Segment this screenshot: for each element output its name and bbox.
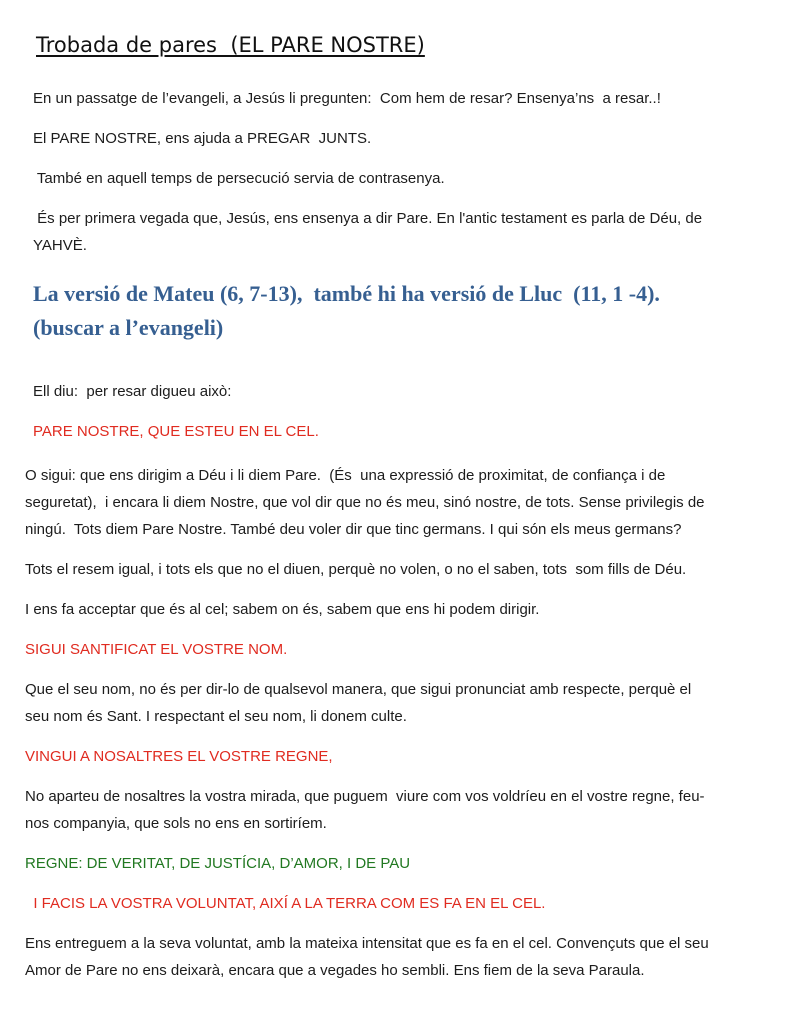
- text-line: PARE NOSTRE, QUE ESTEU EN EL CEL.: [33, 423, 319, 440]
- paragraph-tots-el-resem: [25, 556, 781, 583]
- text-line: Que el seu nom, no és per dir-lo de qualsevol manera, que sigui pronunciat amb respecte, perquè el: [25, 681, 692, 698]
- text-line: No aparteu de nosaltres la vostra mirada, que puguem viure com vos voldríeu en el vostre regne, feu-: [25, 788, 705, 805]
- text-line: ningú. Tots diem Pare Nostre. També deu voler dir que tinc germans. I qui són els meus germans?: [25, 521, 682, 538]
- text-line: Amor de Pare no ens deixarà, encara que a vegades ho sembli. Ens fiem de la seva Paraula.: [25, 962, 645, 979]
- text-line: Ens entreguem a la seva voluntat, amb la mateixa intensitat que es fa en el cel. Convençuts que el seu: [25, 935, 709, 952]
- text-line: I ens fa acceptar que és al cel; sabem on és, sabem que ens hi podem dirigir.: [25, 601, 540, 618]
- text-line: Ell diu: per resar digueu això:: [33, 383, 232, 400]
- text-line: seguretat), i encara li diem Nostre, que vol dir que no és meu, sinó nostre, de tots. Sense privilegis de: [25, 494, 705, 511]
- document-title: Trobada de pares (EL PARE NOSTRE): [36, 33, 425, 57]
- paragraph-intro-4: [33, 205, 781, 259]
- heading-line: (buscar a l’evangeli): [33, 315, 224, 340]
- paragraph-que-el-seu-nom: [25, 676, 781, 730]
- prayer-line-i-facis: [25, 890, 781, 917]
- note-line-regne: [25, 850, 781, 877]
- text-line: SIGUI SANTIFICAT EL VOSTRE NOM.: [25, 641, 288, 658]
- text-line: O sigui: que ens dirigim a Déu i li diem Pare. (És una expressió de proximitat, de confiança i de: [25, 467, 666, 484]
- paragraph-o-sigui: [25, 462, 781, 543]
- text-line: En un passatge de l’evangeli, a Jesús li pregunten: Com hem de resar? Ensenya’ns a resar..!: [33, 90, 661, 107]
- paragraph-intro-2: [33, 125, 781, 152]
- heading-line: La versió de Mateu (6, 7-13), també hi ha versió de Lluc (11, 1 -4).: [33, 281, 660, 306]
- prayer-line-vingui-regne: [25, 743, 781, 770]
- text-line: YAHVÈ.: [33, 237, 87, 254]
- prayer-line-sigui-santificat: [25, 636, 781, 663]
- text-line: També en aquell temps de persecució servia de contrasenya.: [33, 170, 445, 187]
- text-line: VINGUI A NOSALTRES EL VOSTRE REGNE,: [25, 748, 333, 765]
- text-line: El PARE NOSTRE, ens ajuda a PREGAR JUNTS.: [33, 130, 372, 147]
- text-line: És per primera vegada que, Jesús, ens ensenya a dir Pare. En l'antic testament es parla de Déu, de: [33, 210, 703, 227]
- paragraph-intro-3: [33, 165, 781, 192]
- text-line: I FACIS LA VOSTRA VOLUNTAT, AIXÍ A LA TERRA COM ES FA EN EL CEL.: [25, 895, 546, 912]
- text-line: seu nom és Sant. I respectant el seu nom, li donem culte.: [25, 708, 407, 725]
- section-heading-versions: [33, 277, 781, 345]
- paragraph-ell-diu: [33, 378, 781, 405]
- text-line: REGNE: DE VERITAT, DE JUSTÍCIA, D’AMOR, I DE PAU: [25, 855, 411, 872]
- text-line: nos companyia, que sols no ens en sortiríem.: [25, 815, 327, 832]
- paragraph-i-ens-fa-acceptar: [25, 596, 781, 623]
- text-line: Tots el resem igual, i tots els que no el diuen, perquè no volen, o no el saben, tots som fills de Déu.: [25, 561, 687, 578]
- prayer-line-pare-nostre: [33, 418, 781, 445]
- paragraph-ens-entreguem: [25, 930, 781, 984]
- paragraph-no-aparteu: [25, 783, 781, 837]
- paragraph-intro-1: [33, 85, 781, 112]
